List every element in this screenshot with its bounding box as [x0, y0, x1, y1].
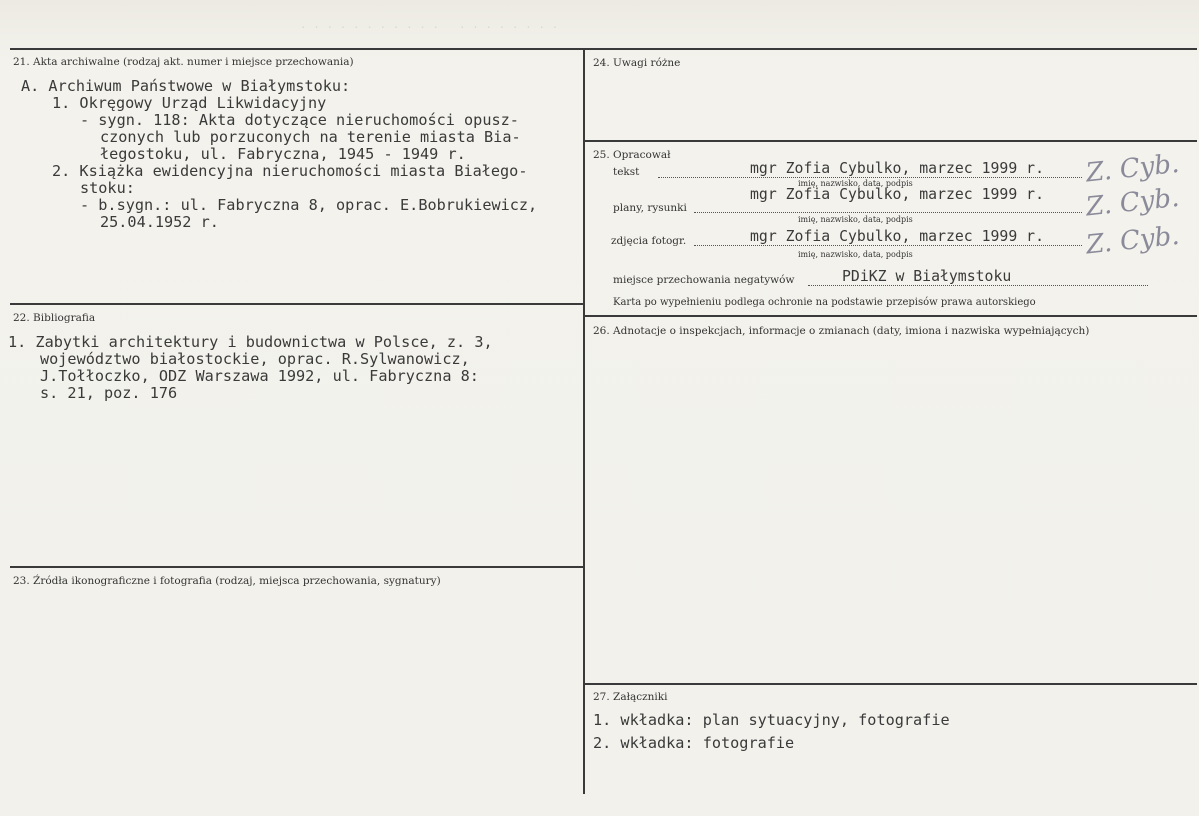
- negatywy-value: PDiKZ w Białymstoku: [842, 268, 1012, 285]
- zdjecia-dotted-line: [694, 245, 1082, 246]
- s22-line-1: 1. Zabytki architektury i budownictwa w Polsce, z. 3,: [8, 333, 493, 351]
- rule-25-26: [585, 315, 1197, 317]
- rule-21-22: [10, 303, 583, 305]
- s21-line-9: 25.04.1952 r.: [100, 213, 219, 231]
- section-24-title: 24. Uwagi różne: [593, 57, 681, 69]
- rule-24-25: [585, 140, 1197, 142]
- tekst-label: tekst: [613, 166, 640, 178]
- svg-text:Z. Cyb.: Z. Cyb.: [1084, 148, 1181, 188]
- plany-value: mgr Zofia Cybulko, marzec 1999 r.: [750, 186, 1044, 203]
- section-25-title: 25. Opracował: [593, 149, 671, 161]
- s22-line-3: J.Tołłoczko, ODZ Warszawa 1992, ul. Fabryczna 8:: [40, 367, 479, 385]
- top-rule: [10, 48, 1197, 50]
- section-21-title: 21. Akta archiwalne (rodzaj akt. numer i miejsce przechowania): [13, 56, 354, 68]
- section-23-title: 23. Źródła ikonograficzne i fotografia (rodzaj, miejsca przechowania, sygnatury): [13, 575, 441, 587]
- s21-line-3: - sygn. 118: Akta dotyczące nieruchomości opusz-: [80, 111, 519, 129]
- plany-dotted-line: [694, 212, 1082, 213]
- svg-text:Z. Cyb.: Z. Cyb.: [1084, 220, 1181, 261]
- s27-line-1: 1. wkładka: plan sytuacyjny, fotografie: [593, 711, 950, 729]
- signature-plany: [1080, 182, 1190, 222]
- s21-line-6: 2. Książka ewidencyjna nieruchomości miasta Białego-: [52, 162, 528, 180]
- plany-label: plany, rysunki: [613, 202, 687, 214]
- s21-line-7: stoku:: [80, 179, 135, 197]
- rule-26-27: [585, 683, 1197, 685]
- tekst-caption: imię, nazwisko, data, podpis: [798, 179, 913, 188]
- section-22-title: 22. Bibliografia: [13, 312, 96, 324]
- s21-line-4: czonych lub porzuconych na terenie miasta Bia-: [100, 128, 521, 146]
- signature-zdjecia: [1080, 218, 1190, 262]
- negatywy-dotted-line: [808, 285, 1148, 286]
- zdjecia-value: mgr Zofia Cybulko, marzec 1999 r.: [750, 228, 1044, 245]
- s21-line-5: łegostoku, ul. Fabryczna, 1945 - 1949 r.: [100, 145, 466, 163]
- svg-text:Z. Cyb.: Z. Cyb.: [1084, 182, 1181, 222]
- s21-line-1: A. Archiwum Państwowe w Białymstoku:: [21, 77, 351, 95]
- s22-line-4: s. 21, poz. 176: [40, 384, 178, 402]
- s27-line-2: 2. wkładka: fotografie: [593, 734, 795, 752]
- zdjecia-label: zdjęcia fotogr.: [611, 235, 687, 247]
- s21-line-8: - b.sygn.: ul. Fabryczna 8, oprac. E.Bobrukiewicz,: [80, 196, 538, 214]
- s22-line-2: województwo białostockie, oprac. R.Sylwanowicz,: [40, 350, 470, 368]
- show-through-text: . . . . . . . . . . . . . . . . . . .: [300, 18, 559, 31]
- plany-caption: imię, nazwisko, data, podpis: [798, 215, 913, 224]
- tekst-value: mgr Zofia Cybulko, marzec 1999 r.: [750, 160, 1044, 177]
- rule-22-23: [10, 566, 583, 568]
- negatywy-label: miejsce przechowania negatywów: [613, 274, 795, 286]
- s21-line-2: 1. Okręgowy Urząd Likwidacyjny: [52, 94, 327, 112]
- section-26-title: 26. Adnotacje o inspekcjach, informacje o zmianach (daty, imiona i nazwiska wypełniających): [593, 325, 1090, 337]
- zdjecia-caption: imię, nazwisko, data, podpis: [798, 250, 913, 259]
- section-27-title: 27. Załączniki: [593, 691, 668, 703]
- tekst-dotted-line: [658, 177, 1082, 178]
- copyright-note: Karta po wypełnieniu podlega ochronie na podstawie przepisów prawa autorskiego: [613, 297, 1036, 308]
